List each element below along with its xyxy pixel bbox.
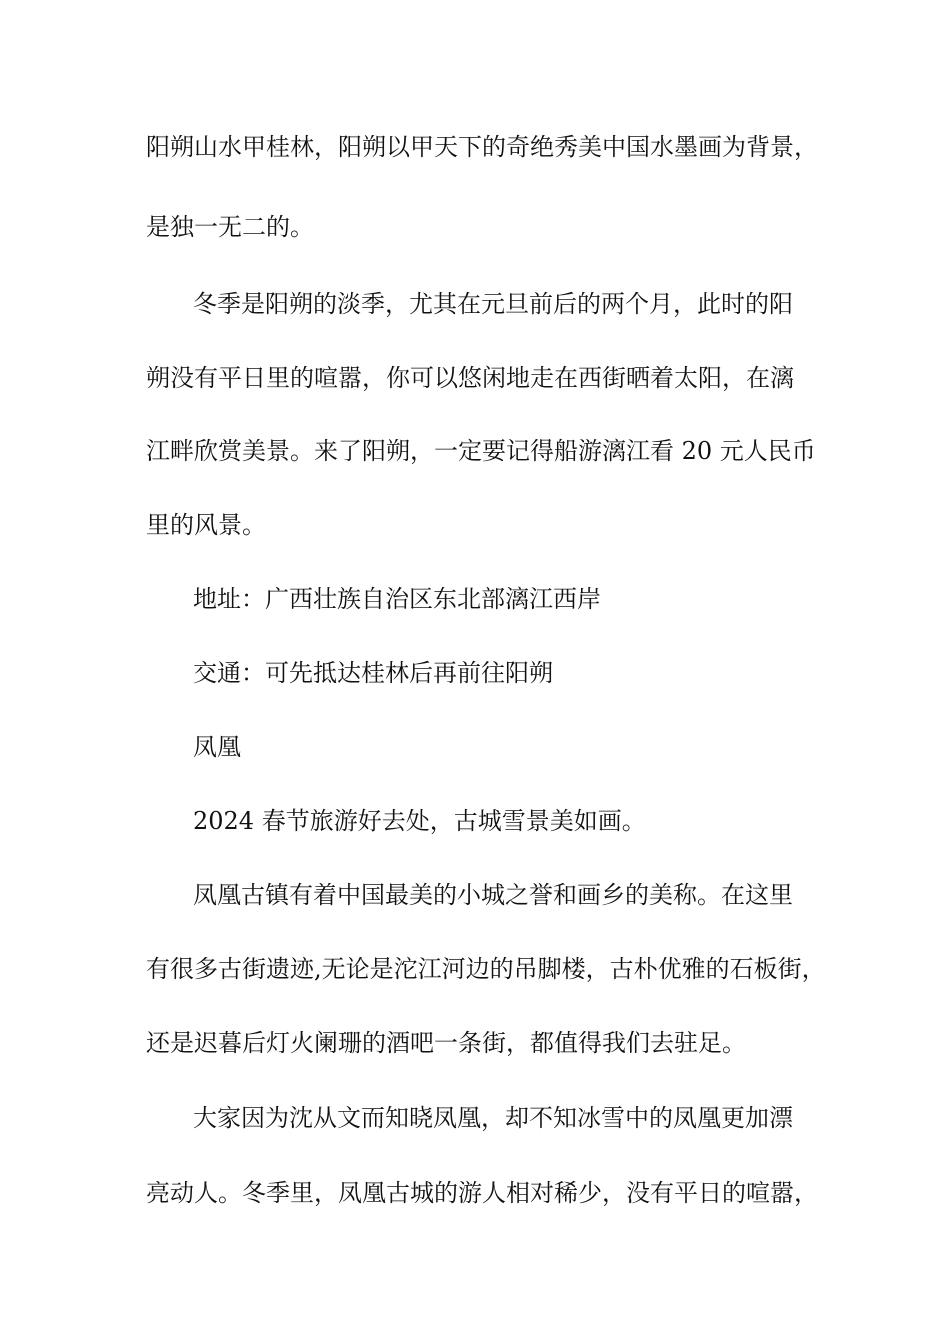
text-line: 地址：广西壮族自治区东北部漓江西岸 — [193, 585, 601, 613]
text-line: 是独一无二的。 — [146, 213, 314, 241]
text-line: 有很多古街遗迹,无论是沱江河边的吊脚楼，古朴优雅的石板街， — [146, 955, 826, 983]
text-line: 里的风景。 — [146, 511, 266, 539]
text-line: 2024 春节旅游好去处，古城雪景美如画。 — [193, 807, 646, 835]
section-heading: 凤凰 — [193, 733, 241, 761]
text-line: 交通：可先抵达桂林后再前往阳朔 — [193, 659, 553, 687]
text-line: 冬季是阳朔的淡季，尤其在元旦前后的两个月，此时的阳 — [193, 290, 793, 318]
text-line: 朔没有平日里的喧嚣，你可以悠闲地走在西街晒着太阳，在漓 — [146, 364, 794, 392]
text-line: 阳朔山水甲桂林，阳朔以甲天下的奇绝秀美中国水墨画为背景， — [146, 133, 818, 161]
text-line: 还是迟暮后灯火阑珊的酒吧一条街，都值得我们去驻足。 — [146, 1029, 746, 1057]
text-line: 凤凰古镇有着中国最美的小城之誉和画乡的美称。在这里 — [193, 881, 793, 909]
text-line: 亮动人。冬季里，凤凰古城的游人相对稀少，没有平日的喧嚣， — [146, 1179, 818, 1207]
text-line: 大家因为沈从文而知晓凤凰，却不知冰雪中的凤凰更加漂 — [193, 1104, 793, 1132]
text-line: 江畔欣赏美景。来了阳朔，一定要记得船游漓江看 20 元人民币 — [146, 437, 816, 465]
